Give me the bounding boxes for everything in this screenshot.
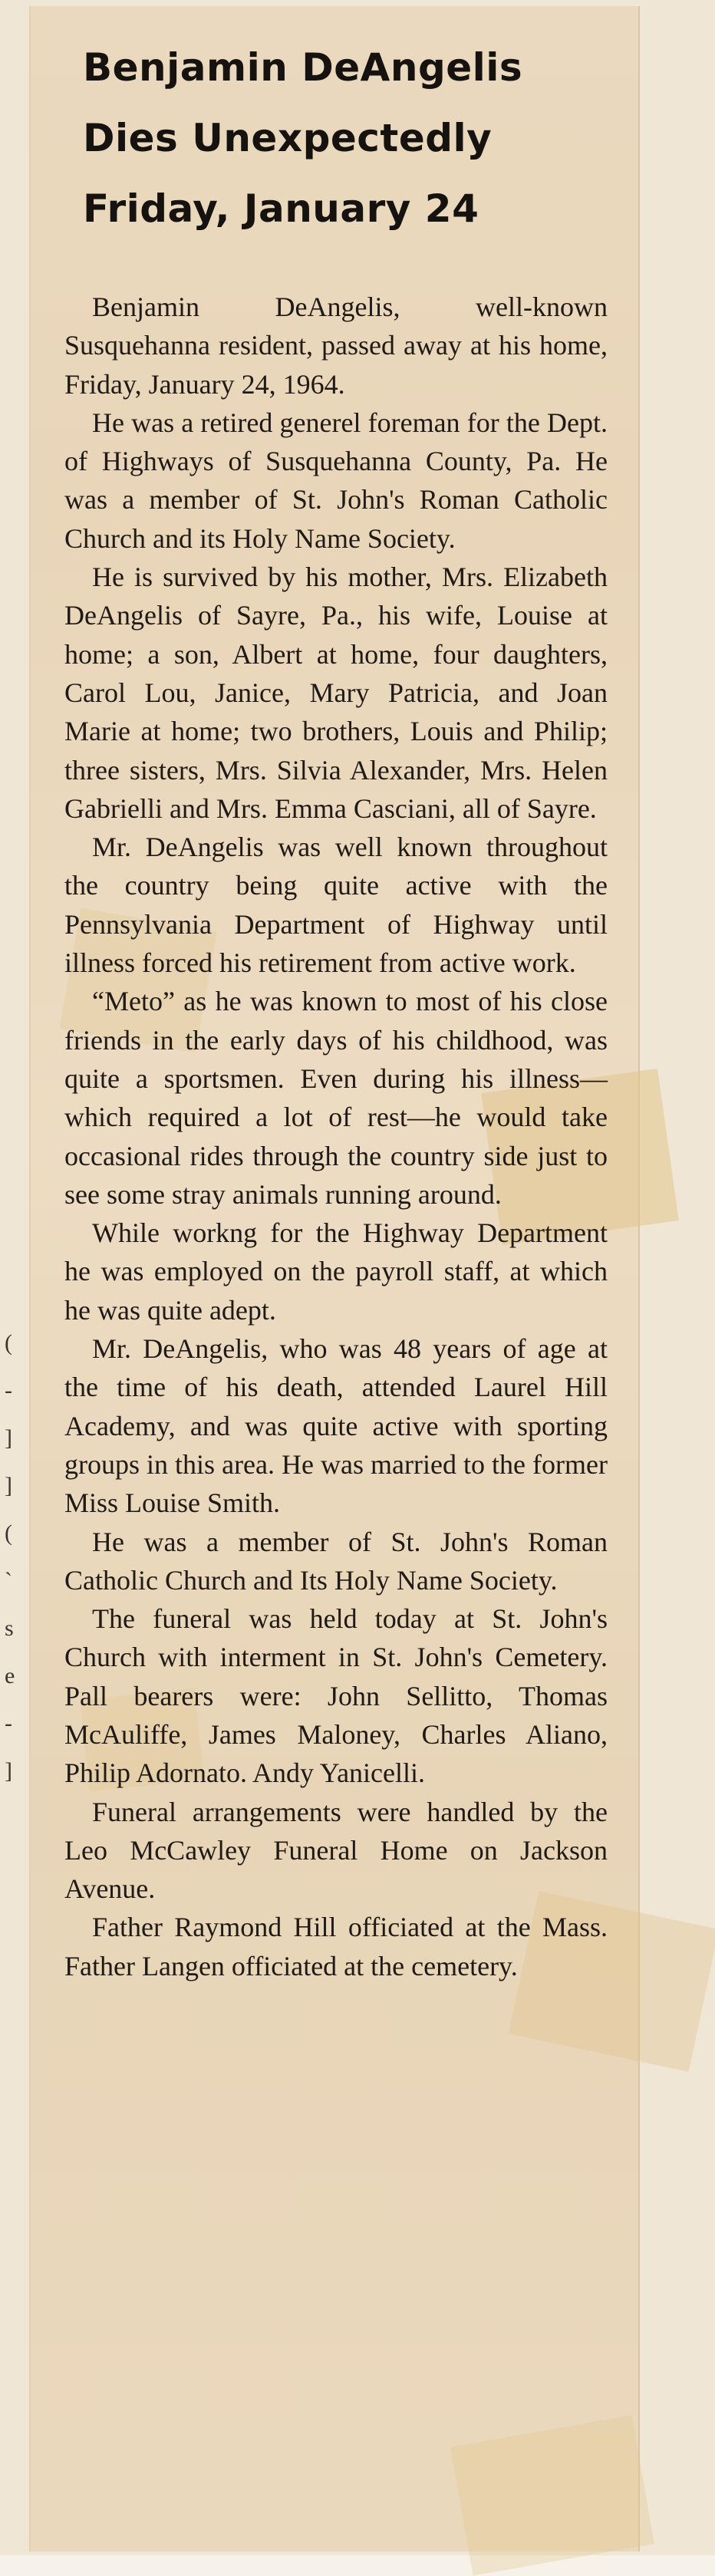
obituary-body xyxy=(64,288,608,1985)
edge-mark: e xyxy=(5,1663,15,1688)
paragraph: Father Raymond Hill officiated at the Mass. Father Langen officiated at the cemetery. xyxy=(64,1912,608,1981)
paragraph: Benjamin DeAngelis, well-known Susquehanna resident, passed away at his home, Friday, January 24, 1964. xyxy=(64,292,608,400)
edge-mark: ( xyxy=(5,1520,12,1546)
paragraph: Mr. DeAngelis was well known throughout the country being quite active with the Pennsylvania Department of Highway until illness forced his retirement from active work. xyxy=(64,832,608,979)
edge-mark: s xyxy=(5,1616,14,1641)
paragraph: “Meto” as he was known to most of his close friends in the early days of his childhood, was quite a sportsmen. Even during his illness—which required a lot of rest—he would take occasional rides through the country side just to see some stray animals running around. xyxy=(64,986,608,1210)
edge-mark: ] xyxy=(5,1473,12,1498)
paragraph: Mr. DeAngelis, who was 48 years of age at the time of his death, attended Laurel Hill Academy, and was quite active with sporting groups in this area. He was married to the former Miss Louise Smith. xyxy=(64,1333,608,1519)
paragraph: The funeral was held today at St. John's Church with interment in St. John's Cemetery. Pall bearers were: John Sellitto, Thomas McAuliffe, James Maloney, Charles Aliano, Philip Adornato. Andy Yanicelli. xyxy=(64,1603,608,1789)
headline-line: Dies Unexpectedly xyxy=(83,116,493,160)
edge-mark: ( xyxy=(5,1330,12,1356)
edge-mark: - xyxy=(5,1711,12,1736)
paragraph: He was a retired generel foreman for the Dept. of Highways of Susquehanna County, Pa. He was a member of St. John's Roman Catholic Church and its Holy Name Society. xyxy=(64,407,608,554)
edge-mark: ] xyxy=(5,1758,12,1784)
obituary-headline xyxy=(83,32,605,244)
adjacent-column-edge-marks xyxy=(5,1319,28,1795)
headline-line: Friday, January 24 xyxy=(83,186,479,231)
paragraph: While workng for the Highway Department he was employed on the payroll staff, at which he was quite adept. xyxy=(64,1217,608,1326)
edge-mark: - xyxy=(5,1378,12,1403)
edge-mark: ] xyxy=(5,1425,12,1451)
headline-line: Benjamin DeAngelis xyxy=(83,45,523,90)
paragraph: Funeral arrangements were handled by the Leo McCawley Funeral Home on Jackson Avenue. xyxy=(64,1796,608,1905)
paragraph: He was a member of St. John's Roman Catholic Church and Its Holy Name Society. xyxy=(64,1526,608,1596)
edge-mark: ` xyxy=(5,1568,12,1593)
paragraph: He is survived by his mother, Mrs. Elizabeth DeAngelis of Sayre, Pa., his wife, Louise at home; a son, Albert at home, four daughters, Carol Lou, Janice, Mary Patricia, and Joan Marie at home; two brothers, Louis and Philip; three sisters, Mrs. Silvia Alexander, Mrs. Helen Gabrielli and Mrs. Emma Casciani, all of Sayre. xyxy=(64,562,608,824)
